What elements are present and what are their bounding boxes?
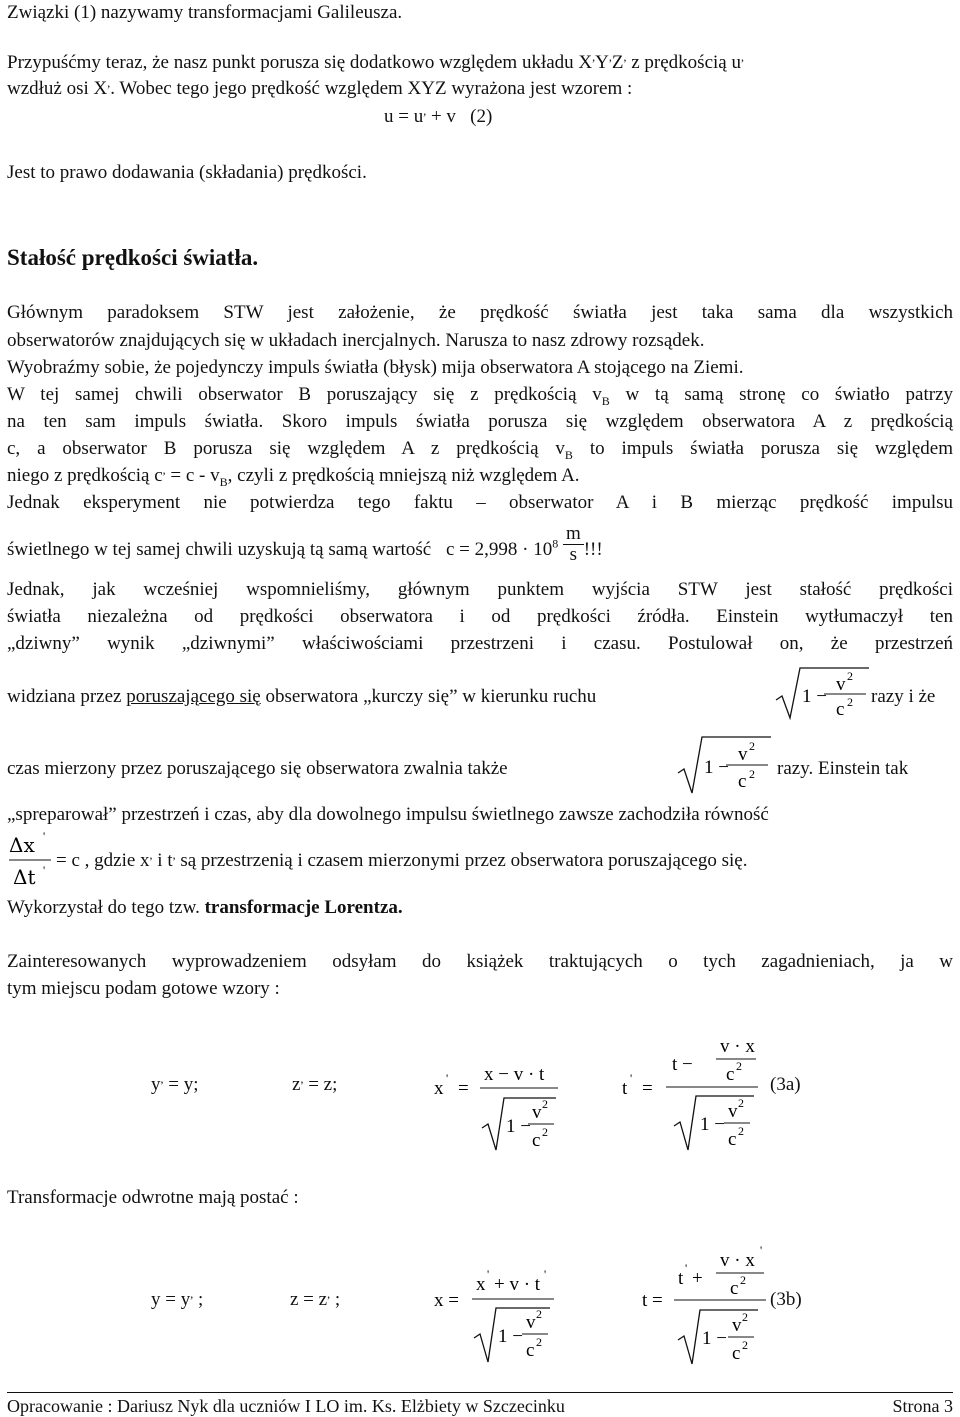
numerator: m: [563, 524, 584, 545]
svg-text:=: =: [642, 1078, 653, 1099]
svg-text:': ': [43, 863, 46, 877]
paragraph-addition-law: Jest to prawo dodawania (składania) prędkości.: [7, 162, 367, 183]
svg-text:2: 2: [742, 1310, 748, 1324]
eq3a-label: (3a): [770, 1074, 801, 1095]
text: obserwatora „kurczy się” w kierunku ruchu: [260, 686, 597, 707]
p6-line4: [7, 686, 596, 708]
p6-line5-end: razy. Einstein tak: [777, 758, 909, 779]
p4-line4: W tej samej chwili obserwator B poruszający się z prędkością $v_B$ w tą samą stronę co światło patrzy: [7, 384, 953, 408]
eq3a-z: z, = z;: [292, 1071, 338, 1095]
svg-text:t: t: [678, 1268, 684, 1289]
svg-text:1 −: 1 −: [506, 1116, 531, 1137]
svg-text:c: c: [836, 699, 845, 720]
svg-text:x: x: [476, 1274, 486, 1295]
svg-text:1 −: 1 −: [704, 757, 729, 778]
equation-2: u = u, + v (2): [384, 103, 493, 127]
eq3a-y: y, = y;: [151, 1071, 199, 1095]
svg-text:x =: x =: [434, 1290, 459, 1311]
underlined-text: poruszającego się: [126, 686, 261, 707]
svg-text:+: +: [692, 1268, 703, 1289]
p6-line2: światła niezależna od prędkości obserwatora i od prędkości źródła. Einstein wytłumaczył ten: [7, 606, 953, 627]
svg-text:': ': [487, 1267, 490, 1281]
paragraph-velocity-line1: Przypuśćmy teraz, że nasz punkt porusza się dodatkowo względem układu X,Y,Z, z prędkością u,: [7, 49, 744, 73]
p6-line6: „spreparował” przestrzeń i czas, aby dla dowolnego impulsu świetlnego zawsze zachodziła równość: [7, 804, 769, 825]
svg-text:2: 2: [542, 1125, 548, 1139]
svg-text:2: 2: [738, 1124, 744, 1138]
svg-text:2: 2: [536, 1307, 542, 1321]
text: , czyli z prędkością mniejszą niż względem A.: [227, 465, 580, 486]
svg-text:=: =: [458, 1078, 469, 1099]
svg-text:': ': [685, 1261, 688, 1275]
svg-text:v: v: [728, 1101, 738, 1122]
p6-line1: Jednak, jak wcześniej wspomnieliśmy, głównym punktem wyjścia STW jest stałość prędkości: [7, 579, 953, 600]
text: Y: [595, 52, 609, 73]
p4-line5: na ten sam impuls światła. Skoro impuls światła porusza się względem obserwatora A z prędkością: [7, 411, 953, 432]
text: !!!: [583, 538, 603, 560]
denominator: s: [569, 544, 578, 565]
unit-fraction: [563, 524, 584, 565]
p5-line2: [7, 523, 603, 565]
svg-text:c: c: [738, 771, 747, 792]
text: Przypuśćmy teraz, że nasz punkt porusza się dodatkowo względem układu X: [7, 52, 593, 73]
footer-author: Opracowanie : Dariusz Nyk dla uczniów I LO im. Ks. Elżbiety w Szczecinku: [7, 1396, 565, 1416]
text: to impuls światła porusza się względem: [572, 438, 953, 459]
p6-line5: czas mierzony przez poruszającego się obserwatora zwalnia także: [7, 758, 508, 779]
svg-text:1 −: 1 −: [700, 1114, 725, 1135]
svg-text:': ': [43, 830, 46, 843]
svg-text:2: 2: [749, 739, 755, 753]
svg-text:': ': [630, 1071, 633, 1085]
p4-line6: c, a obserwator B porusza się względem A z prędkością $v_B$ to impuls światła porusza się względem: [7, 438, 953, 462]
text: w tą samą stronę co światło patrzy: [609, 384, 953, 405]
svg-text:2: 2: [847, 695, 853, 709]
text: Wykorzystał do tego tzw.: [7, 897, 205, 918]
text: W tej samej chwili obserwator B poruszający się z prędkością v: [7, 384, 602, 405]
p8-line1: Zainteresowanych wyprowadzeniem odsyłam do książek traktujących o tych zagadnieniach, ja w: [7, 951, 953, 972]
paragraph-velocity-line2: wzdłuż osi X,. Wobec tego jego prędkość względem XYZ wyrażona jest wzorem :: [7, 75, 633, 99]
svg-text:2: 2: [740, 1273, 746, 1287]
text: z prędkością u: [626, 52, 741, 73]
svg-text:': ': [544, 1267, 547, 1281]
p5-line1: Jednak eksperyment nie potwierdza tego faktu – obserwator A i B mierząc prędkość impulsu: [7, 492, 953, 513]
svg-text:c: c: [726, 1064, 735, 1085]
text: = z;: [308, 1074, 338, 1095]
page-number: Strona 3: [892, 1396, 953, 1416]
svg-text:v: v: [526, 1312, 536, 1333]
p4-line3: Wyobraźmy sobie, że pojedynczy impuls światła (błysk) mija obserwatora A stojącego na Ziemi.: [7, 357, 744, 378]
exponent: 8: [552, 536, 559, 551]
svg-text:2: 2: [847, 669, 853, 683]
svg-text:': ': [760, 1243, 763, 1257]
p4-line1: Głównym paradoksem STW jest założenie, że prędkość światła jest taka sama dla wszystkich: [7, 302, 953, 323]
svg-text:c: c: [728, 1129, 737, 1150]
text: widziana przez: [7, 686, 127, 707]
paragraph-galileo: Związki (1) nazywamy transformacjami Galileusza.: [7, 2, 403, 23]
svg-text:Δt: Δt: [13, 865, 36, 889]
text: niego z prędkością c: [7, 465, 163, 486]
svg-text:2: 2: [536, 1335, 542, 1349]
text: = c , gdzie x: [56, 850, 150, 871]
svg-text:v · x: v · x: [720, 1036, 755, 1057]
svg-text:2: 2: [742, 1338, 748, 1352]
eq3b-z: z = z, ;: [290, 1286, 341, 1310]
text: świetlnego w tej samej chwili uzyskują tą samą wartość: [7, 538, 432, 560]
svg-text:x: x: [434, 1078, 444, 1099]
text: i t: [152, 850, 173, 871]
text: wzdłuż osi X: [7, 78, 108, 99]
svg-text:c: c: [532, 1130, 541, 1151]
p6-line4-end: razy i że: [871, 686, 936, 707]
svg-text:1 −: 1 −: [802, 686, 827, 707]
svg-text:v · x: v · x: [720, 1250, 755, 1271]
eq3b-label: (3b): [770, 1289, 802, 1310]
text: u = u: [384, 106, 424, 127]
p4-line2: obserwatorów znajdujących się w układach inercjalnych. Narusza to nasz zdrowy rozsądek.: [7, 330, 705, 351]
svg-text:2: 2: [749, 767, 755, 781]
svg-text:1 −: 1 −: [498, 1326, 523, 1347]
svg-text:2: 2: [542, 1097, 548, 1111]
svg-text:t: t: [622, 1078, 628, 1099]
p6-line3: „dziwny” wynik „dziwnymi” właściwościami przestrzeni i czasu. Postulował on, że przestrzeń: [7, 633, 953, 654]
svg-text:v: v: [532, 1102, 542, 1123]
svg-text:t =: t =: [642, 1290, 663, 1311]
svg-text:+ v · t: + v · t: [494, 1274, 541, 1295]
text: są przestrzenią i czasem mierzonymi przez obserwatora poruszającego się.: [175, 850, 748, 871]
p9: Transformacje odwrotne mają postać :: [7, 1187, 299, 1208]
svg-text:v: v: [738, 744, 748, 765]
svg-text:Δx: Δx: [9, 833, 35, 857]
svg-text:c: c: [526, 1340, 535, 1361]
text: + v (2): [426, 106, 493, 127]
eq3b-y: y = y, ;: [151, 1286, 204, 1310]
p7: [7, 897, 403, 919]
page-footer: [7, 1392, 953, 1417]
svg-text:': ': [446, 1071, 449, 1085]
section-heading: Stałość prędkości światła.: [7, 245, 259, 270]
p6-line7: = c , gdzie x, i t, są przestrzenią i czasem mierzonymi przez obserwatora poruszającego się.: [56, 847, 748, 871]
text: = y;: [168, 1074, 199, 1095]
svg-text:v: v: [732, 1315, 742, 1336]
svg-text:c: c: [732, 1343, 741, 1364]
text: c = 2,998 · 10: [445, 538, 553, 560]
svg-text:2: 2: [736, 1059, 742, 1073]
text: Z: [611, 52, 624, 73]
text: c, a obserwator B porusza się względem A z prędkością v: [7, 438, 565, 459]
svg-text:1 −: 1 −: [702, 1328, 727, 1349]
p8-line2: tym miejscu podam gotowe wzory :: [7, 978, 280, 999]
p4-line7: niego z prędkością $c^, = c - v_B$, czyli z prędkością mniejszą niż względem A.: [7, 462, 580, 489]
svg-text:c: c: [730, 1278, 739, 1299]
bold-text: transformacje Lorentza.: [204, 897, 403, 918]
svg-text:t −: t −: [672, 1054, 693, 1075]
text: = c - v: [165, 465, 220, 486]
text: . Wobec tego jego prędkość względem XYZ wyrażona jest wzorem :: [110, 78, 633, 99]
svg-text:v: v: [836, 674, 846, 695]
svg-text:2: 2: [738, 1096, 744, 1110]
svg-text:x − v · t: x − v · t: [484, 1064, 545, 1085]
